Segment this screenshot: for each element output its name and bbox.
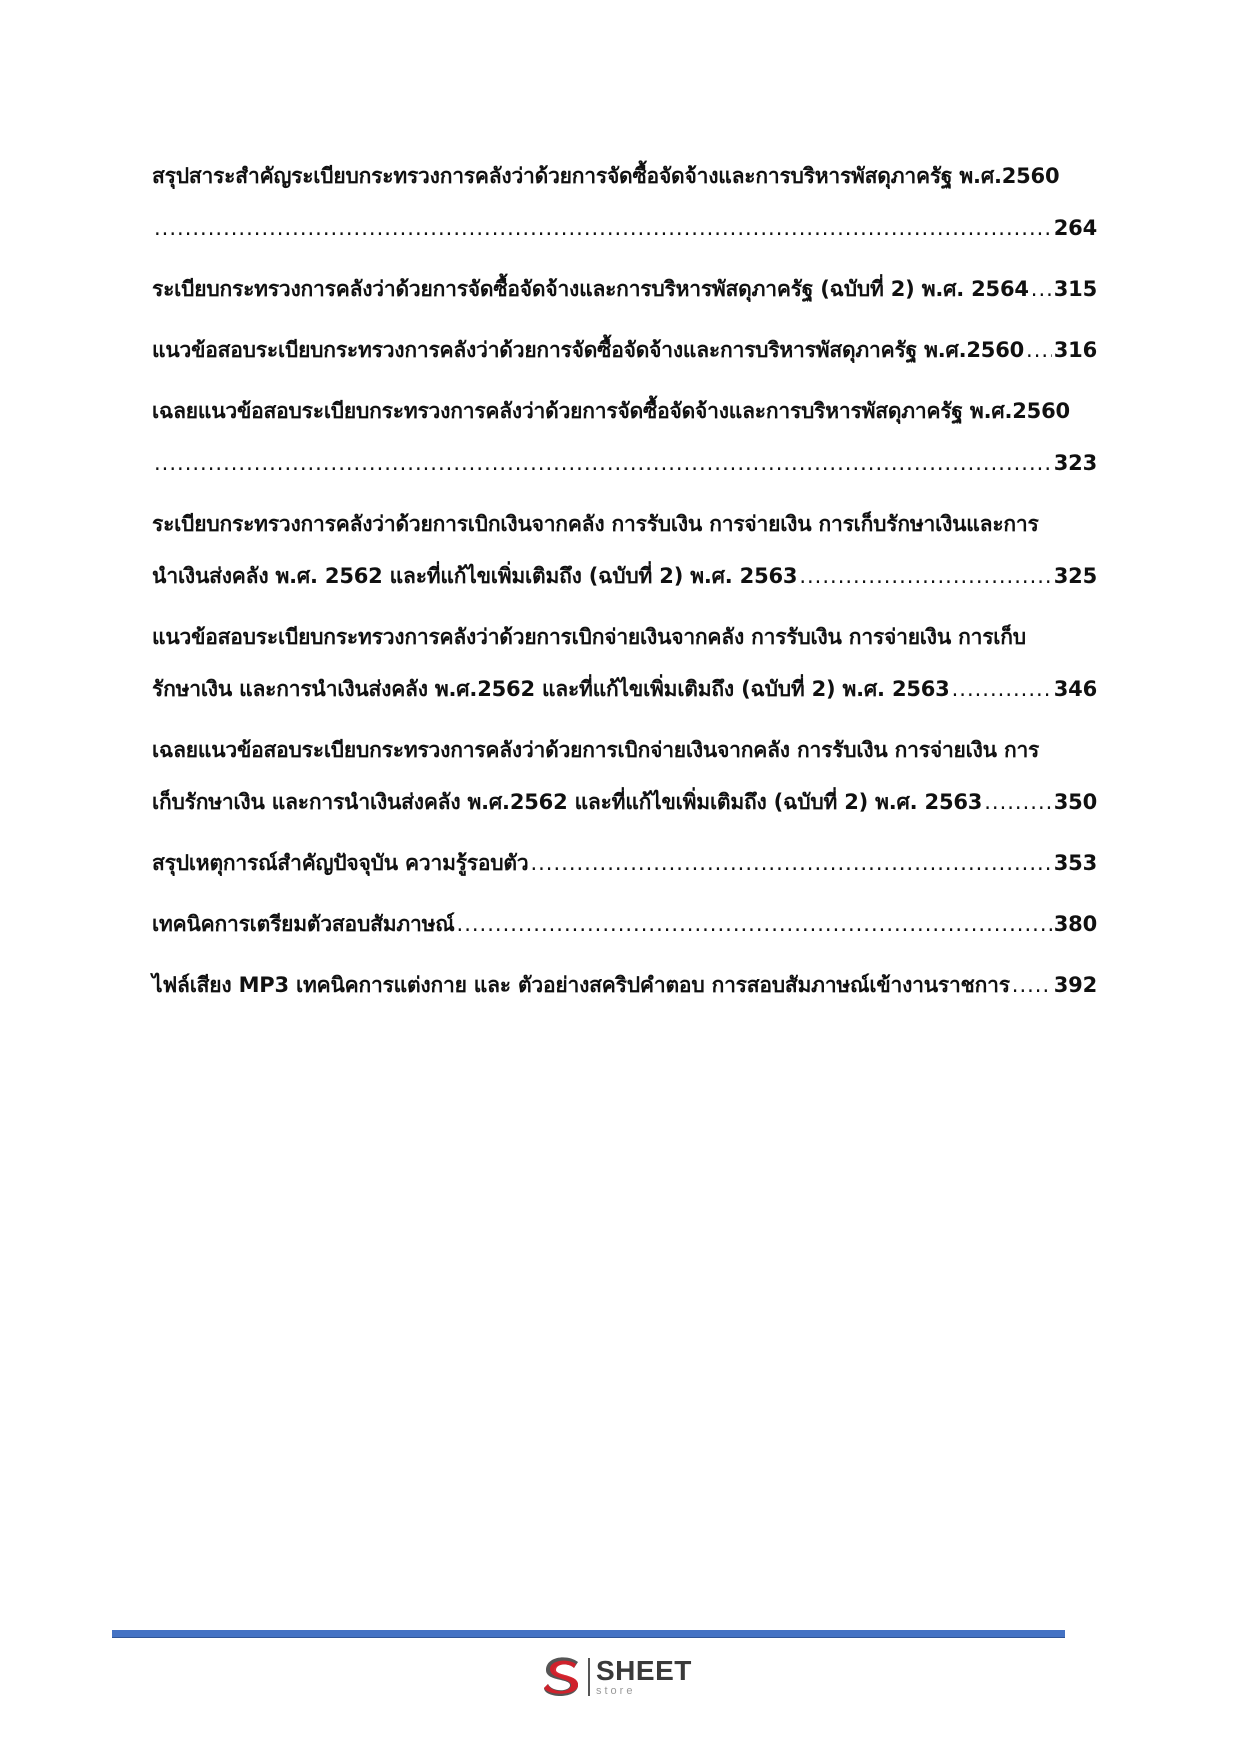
toc-entry-title: รักษาเงิน และการนำเงินส่งคลัง พ.ศ.2562 และที่แก้ไขเพิ่มเติมถึง (ฉบับที่ 2) พ.ศ. 2563	[152, 677, 950, 701]
toc-entry[interactable]	[152, 837, 1097, 889]
toc-entry-title: แนวข้อสอบระเบียบกระทรวงการคลังว่าด้วยการจัดซื้อจัดจ้างและการบริหารพัสดุภาครัฐ พ.ศ.2560	[152, 338, 1025, 362]
entry-gap	[152, 715, 1097, 724]
toc-entry-title: ไฟล์เสียง MP3 เทคนิคการแต่งกาย และ ตัวอย่างสคริปคำตอบ การสอบสัมภาษณ์เข้างานราชการ	[152, 973, 1010, 997]
table-of-contents	[152, 150, 1097, 1011]
toc-entry[interactable]	[152, 385, 1097, 489]
toc-page-number: 323	[1053, 451, 1097, 475]
toc-page-number: 346	[1053, 677, 1097, 701]
toc-entry-line: เฉลยแนวข้อสอบระเบียบกระทรวงการคลังว่าด้วยการเบิกจ่ายเงินจากคลัง การรับเงิน การจ่ายเงิน การ	[152, 738, 1040, 762]
footer-rule	[112, 1630, 1065, 1638]
logo-divider	[588, 1658, 590, 1696]
toc-leader-line	[152, 776, 1097, 828]
entry-gap	[152, 602, 1097, 611]
toc-entry[interactable]	[152, 898, 1097, 950]
toc-leader-line	[152, 898, 1097, 950]
toc-page-number: 315	[1053, 277, 1097, 301]
logo-sub: store	[596, 1685, 636, 1697]
toc-entry[interactable]	[152, 263, 1097, 315]
toc-entry-line: ระเบียบกระทรวงการคลังว่าด้วยการเบิกเงินจากคลัง การรับเงิน การจ่ายเงิน การเก็บรักษาเงินและการ	[152, 512, 1039, 536]
dot-leader	[530, 837, 1051, 889]
toc-entry-line: แนวข้อสอบระเบียบกระทรวงการคลังว่าด้วยการเบิกจ่ายเงินจากคลัง การรับเงิน การจ่ายเงิน การเก็บ	[152, 625, 1026, 649]
toc-leader-line	[152, 663, 1097, 715]
toc-entry-title: นำเงินส่งคลัง พ.ศ. 2562 และที่แก้ไขเพิ่มเติมถึง (ฉบับที่ 2) พ.ศ. 2563	[152, 564, 798, 588]
toc-leader-line	[152, 324, 1097, 376]
toc-entry-title: สรุปเหตุการณ์สำคัญปัจจุบัน ความรู้รอบตัว	[152, 851, 529, 875]
toc-page-number: 264	[1053, 216, 1097, 240]
sheet-store-logo	[538, 1653, 692, 1701]
toc-entry-line: เฉลยแนวข้อสอบระเบียบกระทรวงการคลังว่าด้วยการจัดซื้อจัดจ้างและการบริหารพัสดุภาครัฐ พ.ศ.2560	[152, 399, 1070, 423]
toc-page-number: 350	[1053, 790, 1097, 814]
sheet-store-s-icon	[538, 1654, 584, 1700]
dot-leader	[799, 550, 1051, 602]
toc-page-number: 353	[1053, 851, 1097, 875]
dot-leader	[984, 776, 1052, 828]
entry-gap	[152, 950, 1097, 959]
dot-leader	[1026, 324, 1052, 376]
toc-entry[interactable]	[152, 324, 1097, 376]
toc-entry[interactable]	[152, 724, 1097, 828]
toc-leader-line	[152, 959, 1097, 1011]
toc-leader-line	[152, 202, 1097, 254]
toc-entry[interactable]	[152, 498, 1097, 602]
toc-entry-line: สรุปสาระสำคัญระเบียบกระทรวงการคลังว่าด้วยการจัดซื้อจัดจ้างและการบริหารพัสดุภาครัฐ พ.ศ.2560	[152, 164, 1060, 188]
toc-leader-line	[152, 437, 1097, 489]
toc-leader-line	[152, 837, 1097, 889]
toc-entry-title: เก็บรักษาเงิน และการนำเงินส่งคลัง พ.ศ.2562 และที่แก้ไขเพิ่มเติมถึง (ฉบับที่ 2) พ.ศ. 2563	[152, 790, 983, 814]
toc-entry-title: เทคนิคการเตรียมตัวสอบสัมภาษณ์	[152, 912, 455, 936]
toc-page-number: 316	[1053, 338, 1097, 362]
logo-text	[596, 1657, 692, 1697]
entry-gap	[152, 254, 1097, 263]
toc-page-number: 380	[1053, 912, 1097, 936]
dot-leader	[952, 663, 1052, 715]
entry-gap	[152, 315, 1097, 324]
dot-leader	[457, 898, 1052, 950]
entry-gap	[152, 376, 1097, 385]
entry-gap	[152, 889, 1097, 898]
toc-page-number: 325	[1053, 564, 1097, 588]
toc-page-number: 392	[1053, 973, 1097, 997]
dot-leader	[1012, 959, 1052, 1011]
toc-leader-line	[152, 550, 1097, 602]
entry-gap	[152, 489, 1097, 498]
logo-word: SHEET	[596, 1655, 692, 1686]
toc-leader-line	[152, 263, 1097, 315]
toc-entry[interactable]	[152, 959, 1097, 1011]
entry-gap	[152, 828, 1097, 837]
toc-entry[interactable]	[152, 611, 1097, 715]
dot-leader	[154, 202, 1052, 254]
dot-leader	[1031, 263, 1052, 315]
dot-leader	[154, 437, 1052, 489]
toc-entry-title: ระเบียบกระทรวงการคลังว่าด้วยการจัดซื้อจัดจ้างและการบริหารพัสดุภาครัฐ (ฉบับที่ 2) พ.ศ. 2564	[152, 277, 1029, 301]
toc-entry[interactable]	[152, 150, 1097, 254]
